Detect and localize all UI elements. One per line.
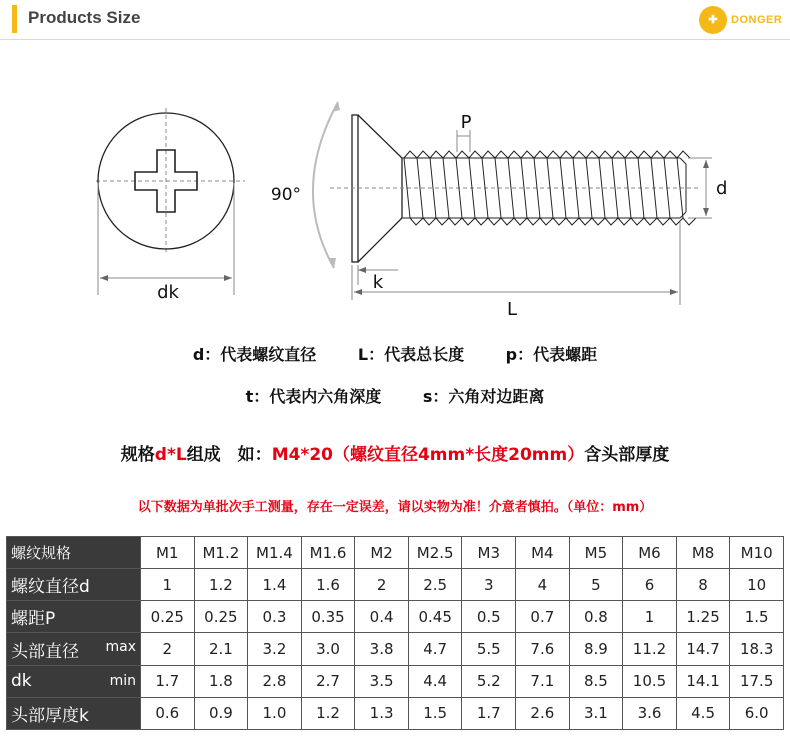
table-header-cell: M8 [676,537,730,569]
table-row [7,569,784,601]
row-sub-label: max [105,638,136,655]
table-cell: 3.8 [355,633,409,665]
legend-d: d：代表螺纹直径 [192,345,317,364]
table-cell: 6.0 [730,697,784,729]
table-cell: 14.1 [676,665,730,697]
table-cell: 0.7 [516,601,570,633]
table-cell: 1.4 [248,569,302,601]
table-cell: 3.0 [301,633,355,665]
table-header-cell: M5 [569,537,623,569]
table-header-cell: M10 [730,537,784,569]
table-cell: 2.5 [408,569,462,601]
table-header-cell: M1.4 [248,537,302,569]
table-cell: 1.7 [141,665,195,697]
table-cell: 1.8 [194,665,248,697]
table-header-cell: M2.5 [408,537,462,569]
row-label: 头部厚度k [7,697,141,729]
table-cell: 2 [141,633,195,665]
head-thickness-label: k [372,272,384,293]
table-cell: 0.25 [141,601,195,633]
table-cell: 1.25 [676,601,730,633]
table-cell: 10.5 [623,665,677,697]
table-header-cell: M4 [516,537,570,569]
angle-label: 90° [270,185,302,205]
header-divider [0,39,790,40]
table-cell: 0.25 [194,601,248,633]
spec-prefix: 规格 [120,445,155,465]
diameter-label: d [716,178,728,199]
table-cell: 8.5 [569,665,623,697]
spec-explanation [0,440,790,465]
table-cell: 0.35 [301,601,355,633]
table-cell: 17.5 [730,665,784,697]
table-row [7,601,784,633]
table-header-cell: M3 [462,537,516,569]
pitch-label: P [460,112,472,133]
legend-p: p：代表螺距 [505,345,598,364]
spec-mid: 组成 如： [186,445,272,465]
size-table [6,536,784,730]
spec-suffix: 含头部厚度 [584,445,670,465]
legend-L: L：代表总长度 [357,345,465,364]
table-cell: 1.2 [194,569,248,601]
brand-logo-text: DONGER [731,14,783,26]
dk-label: dk [157,282,179,303]
table-cell: 1 [623,601,677,633]
table-header-cell: M1.6 [301,537,355,569]
table-cell: 0.4 [355,601,409,633]
table-cell: 1.2 [301,697,355,729]
header-accent-bar [12,5,17,33]
legend-s: s：六角对边距离 [422,387,545,406]
table-header-cell: M1.2 [194,537,248,569]
table-header-row [7,537,784,569]
table-header-cell: M1 [141,537,195,569]
table-cell: 5.2 [462,665,516,697]
table-row [7,665,784,697]
table-cell: 4 [516,569,570,601]
table-cell: 2.8 [248,665,302,697]
table-cell: 3.2 [248,633,302,665]
table-cell: 0.3 [248,601,302,633]
table-cell: 14.7 [676,633,730,665]
table-cell: 2.6 [516,697,570,729]
legend-line-2 [0,384,790,407]
table-row [7,697,784,729]
table-header-label: 螺纹规格 [7,537,141,569]
screw-head-top-view [96,108,245,303]
table-cell: 4.4 [408,665,462,697]
table-cell: 18.3 [730,633,784,665]
table-cell: 0.9 [194,697,248,729]
table-cell: 3 [462,569,516,601]
table-cell: 1.5 [730,601,784,633]
screw-side-view [271,102,728,320]
table-cell: 2.1 [194,633,248,665]
table-cell: 11.2 [623,633,677,665]
table-cell: 3.5 [355,665,409,697]
spec-example: M4*20（螺纹直径4mm*长度20mm） [271,445,585,465]
legend-t: t：代表内六角深度 [245,387,382,406]
row-label: dk min [7,665,141,697]
table-cell: 8 [676,569,730,601]
table-cell: 2.7 [301,665,355,697]
table-cell: 4.7 [408,633,462,665]
table-header-cell: M2 [355,537,409,569]
table-cell: 5 [569,569,623,601]
table-cell: 1.3 [355,697,409,729]
table-cell: 1 [141,569,195,601]
table-row [7,633,784,665]
table-cell: 1.5 [408,697,462,729]
brand-logo-icon: ✚ [699,6,727,34]
table-cell: 0.6 [141,697,195,729]
table-cell: 7.1 [516,665,570,697]
table-cell: 8.9 [569,633,623,665]
table-cell: 1.7 [462,697,516,729]
length-label: L [506,299,518,320]
table-cell: 1.6 [301,569,355,601]
table-cell: 0.5 [462,601,516,633]
table-cell: 1.0 [248,697,302,729]
row-label: 螺纹直径d [7,569,141,601]
page-title: Products Size [28,8,141,27]
table-cell: 7.6 [516,633,570,665]
screw-diagram [0,60,790,330]
table-header-cell: M6 [623,537,677,569]
table-cell: 0.45 [408,601,462,633]
table-cell: 3.6 [623,697,677,729]
row-label: 头部直径 max [7,633,141,665]
table-cell: 0.8 [569,601,623,633]
table-cell: 3.1 [569,697,623,729]
legend-line-1 [0,342,790,365]
table-cell: 10 [730,569,784,601]
table-cell: 2 [355,569,409,601]
table-cell: 4.5 [676,697,730,729]
spec-code: d*L [154,445,187,465]
row-label: 螺距P [7,601,141,633]
table-cell: 6 [623,569,677,601]
measurement-note: 以下数据为单批次手工测量，存在一定误差，请以实物为准！介意者慎拍。（单位：mm） [137,500,653,515]
page-header [0,0,790,40]
table-cell: 5.5 [462,633,516,665]
row-sub-label: min [109,673,136,690]
